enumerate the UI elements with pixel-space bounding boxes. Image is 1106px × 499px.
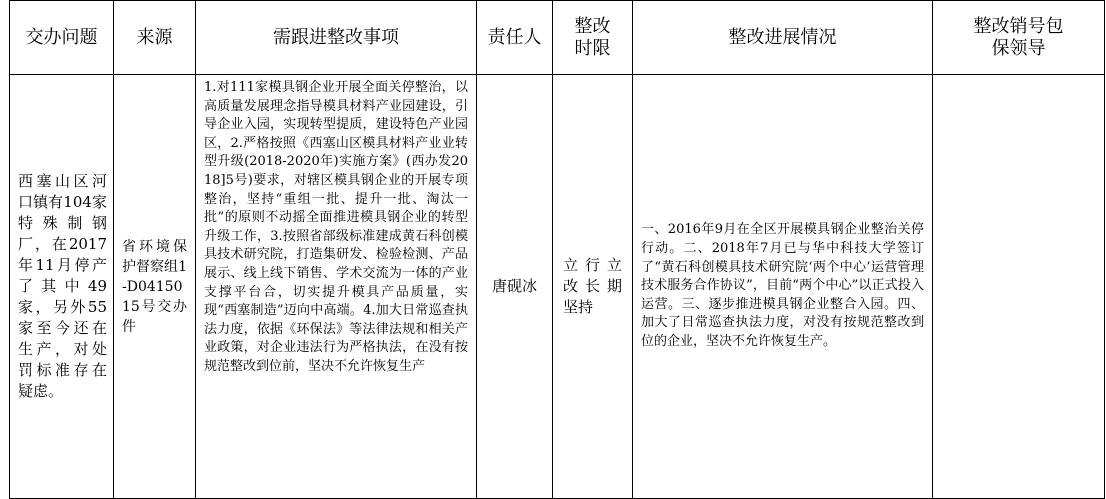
header-source: 来源 — [114, 1, 196, 75]
cell-source — [114, 75, 196, 499]
rectification-table — [9, 0, 1105, 499]
header-leader: 整改销号包 保领导 — [933, 1, 1105, 75]
followup-text: 1.对111家模具钢企业开展全面关停整治，以高质量发展理念指导模具材料产业园建设，引导企业入园，实现转型提质，建设特色产业园区，2.严格按照《西塞山区模具材料产业业转型升级(2018-2020年)实施方案》(西办发2018]5号)要求，对辖区模具钢企业的开展专项整治，坚持“重组一批、提升一批、淘汰一批”的原则不动摇全面推进模具钢企业的转型升级工作，3.按照省部级标准建成黄石科创模具技术研究院，打造集研发、检验检测、产品展示、线上线下销售、学术交流为一体的产业支撑平台合，切实提升模具产品质量，实现“西塞制造”迈向中高端。4.加大日常巡查执法力度，依据《环保法》等法律法规和相关产业政策，对企业违法行为严格执法，在没有按规范整改到位前，坚决不允许恢复生产 — [204, 80, 468, 374]
cell-progress — [633, 75, 933, 499]
header-row — [10, 1, 1105, 75]
cell-leader — [933, 75, 1105, 499]
header-issue: 交办问题 — [10, 1, 114, 75]
cell-deadline — [553, 75, 633, 499]
header-deadline: 整改 时限 — [553, 1, 633, 75]
cell-responsible: 唐砚冰 — [477, 75, 553, 499]
cell-issue — [10, 75, 114, 499]
deadline-text: 立行立改长期坚持 — [563, 256, 622, 316]
header-progress: 整改进展情况 — [633, 1, 933, 75]
cell-followup — [196, 75, 477, 499]
header-followup: 需跟进整改事项 — [196, 1, 477, 75]
header-responsible: 责任人 — [477, 1, 553, 75]
table-row — [10, 75, 1105, 499]
source-text: 省环境保护督察组1-D0415015号交办件 — [122, 238, 187, 335]
issue-text: 西塞山区河口镇有104家特殊制钢厂，在2017年11月停产了其中49家，另外55家至今还在生产，对处罚标准存在疑虑。 — [18, 172, 107, 400]
progress-text: 一、2016年9月在全区开展模具钢企业整治关停行动。二、2018年7月已与华中科技大学签订了“黄石科创模具技术研究院‘两个中心’运营管理技术服务合作协议”，目前“两个中心”以正式投入运营。三、逐步推进模具钢企业整合入园。四、加大了日常巡查执法力度，对没有按规范整改到位的企业，坚决不允许恢复生产。 — [641, 222, 924, 349]
